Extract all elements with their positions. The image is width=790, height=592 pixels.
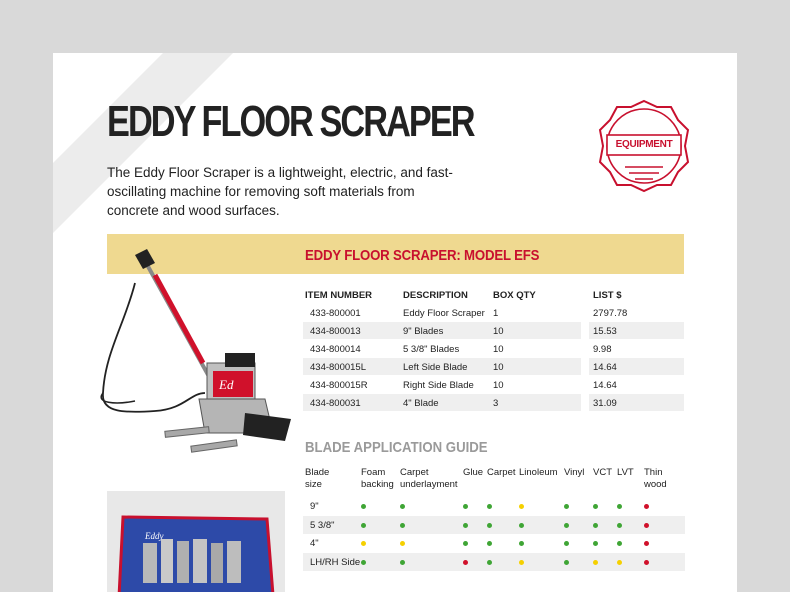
col-vinyl: Vinyl <box>564 467 585 478</box>
header-description: DESCRIPTION <box>403 290 468 301</box>
suitability-dot-yellow <box>617 560 622 565</box>
items-table-header <box>303 286 685 304</box>
suitability-dot-green <box>487 504 492 509</box>
table-row <box>303 358 685 376</box>
item-box-qty: 3 <box>493 398 499 409</box>
item-box-qty: 10 <box>493 344 504 355</box>
spec-sheet <box>53 53 737 592</box>
suitability-dot-green <box>593 541 598 546</box>
blade-size-label: 5 3/8" <box>310 519 335 531</box>
suitability-dot-green <box>463 504 468 509</box>
col-thin-wood: Thin wood <box>644 467 667 490</box>
guide-row <box>303 534 685 553</box>
item-number: 434-800013 <box>310 326 361 337</box>
suitability-dot-green <box>519 541 524 546</box>
suitability-dot-green <box>400 560 405 565</box>
item-number: 434-800015R <box>310 380 368 391</box>
model-title: EDDY FLOOR SCRAPER: MODEL EFS <box>305 247 540 264</box>
col-carpet-underlayment: Carpet underlayment <box>400 467 458 490</box>
suitability-dot-green <box>519 523 524 528</box>
blade-guide-title: BLADE APPLICATION GUIDE <box>305 439 488 456</box>
items-table <box>303 286 685 412</box>
suitability-dot-yellow <box>361 541 366 546</box>
blade-size-label: 4" <box>310 538 319 549</box>
item-price: 2797.78 <box>593 308 628 319</box>
item-number: 433-800001 <box>310 308 361 319</box>
header-list-price: LIST $ <box>593 290 622 301</box>
blade-size-label: LH/RH Side <box>310 556 361 568</box>
blade-guide-table <box>303 467 685 571</box>
intro-text: The Eddy Floor Scraper is a lightweight, electric, and fast-oscillating machine for removing soft materials from concrete and wood surfaces. <box>107 165 453 218</box>
table-row <box>303 304 685 322</box>
item-box-qty: 10 <box>493 362 504 373</box>
suitability-dot-green <box>400 523 405 528</box>
suitability-dot-green <box>564 504 569 509</box>
col-lvt: LVT <box>617 467 634 478</box>
item-box-qty: 10 <box>493 326 504 337</box>
suitability-dot-green <box>593 504 598 509</box>
item-description: Eddy Floor Scraper <box>403 308 485 319</box>
suitability-dot-yellow <box>519 560 524 565</box>
equipment-badge <box>597 99 691 193</box>
col-blade-size: Blade size <box>305 467 330 490</box>
table-row <box>303 376 685 394</box>
suitability-dot-yellow <box>400 541 405 546</box>
suitability-dot-yellow <box>593 560 598 565</box>
suitability-dot-green <box>617 541 622 546</box>
item-number: 434-800031 <box>310 398 361 409</box>
col-glue: Glue <box>463 467 484 478</box>
suitability-dot-green <box>564 541 569 546</box>
item-number: 434-800014 <box>310 344 361 355</box>
suitability-dot-green <box>564 523 569 528</box>
blade-guide-header <box>303 467 685 497</box>
table-row <box>303 322 685 340</box>
suitability-dot-green <box>487 560 492 565</box>
suitability-dot-green <box>361 560 366 565</box>
suitability-dot-green <box>361 504 366 509</box>
blade-kit-image <box>117 509 277 592</box>
suitability-dot-green <box>487 541 492 546</box>
suitability-dot-red <box>644 560 649 565</box>
guide-row <box>303 516 685 535</box>
suitability-dot-green <box>463 523 468 528</box>
item-description: Right Side Blade <box>403 380 474 391</box>
item-price: 15.53 <box>593 326 617 337</box>
badge-label: EQUIPMENT <box>615 139 673 150</box>
item-price: 9.98 <box>593 344 612 355</box>
col-linoleum: Linoleum <box>519 467 558 478</box>
item-box-qty: 10 <box>493 380 504 391</box>
header-item-number: ITEM NUMBER <box>305 290 373 301</box>
item-price: 31.09 <box>593 398 617 409</box>
suitability-dot-green <box>487 523 492 528</box>
suitability-dot-green <box>564 560 569 565</box>
suitability-dot-green <box>593 523 598 528</box>
header-box-qty: BOX QTY <box>493 290 536 301</box>
col-carpet: Carpet <box>487 467 516 478</box>
suitability-dot-yellow <box>519 504 524 509</box>
page-title: EDDY FLOOR SCRAPER <box>107 97 474 146</box>
item-description: Left Side Blade <box>403 362 468 373</box>
suitability-dot-green <box>463 541 468 546</box>
suitability-dot-red <box>644 523 649 528</box>
item-price: 14.64 <box>593 380 617 391</box>
col-foam-backing: Foam backing <box>361 467 394 490</box>
guide-row <box>303 497 685 516</box>
table-row <box>303 340 685 358</box>
svg-text:Eddy: Eddy <box>145 531 164 541</box>
suitability-dot-green <box>617 504 622 509</box>
suitability-dot-green <box>361 523 366 528</box>
item-description: 4" Blade <box>403 398 439 409</box>
floor-scraper-image <box>95 243 295 463</box>
guide-row <box>303 553 685 572</box>
item-description: 9" Blades <box>403 326 444 337</box>
item-description: 5 3/8" Blades <box>403 344 460 355</box>
suitability-dot-green <box>400 504 405 509</box>
corner-stripe-decoration <box>53 53 253 253</box>
col-vct: VCT <box>593 467 612 478</box>
table-row <box>303 394 685 412</box>
suitability-dot-red <box>644 541 649 546</box>
suitability-dot-red <box>644 504 649 509</box>
blade-size-label: 9" <box>310 501 319 512</box>
item-price: 14.64 <box>593 362 617 373</box>
item-box-qty: 1 <box>493 308 499 319</box>
item-number: 434-800015L <box>310 362 366 373</box>
svg-text:Ed: Ed <box>219 377 234 392</box>
suitability-dot-red <box>463 560 468 565</box>
suitability-dot-green <box>617 523 622 528</box>
